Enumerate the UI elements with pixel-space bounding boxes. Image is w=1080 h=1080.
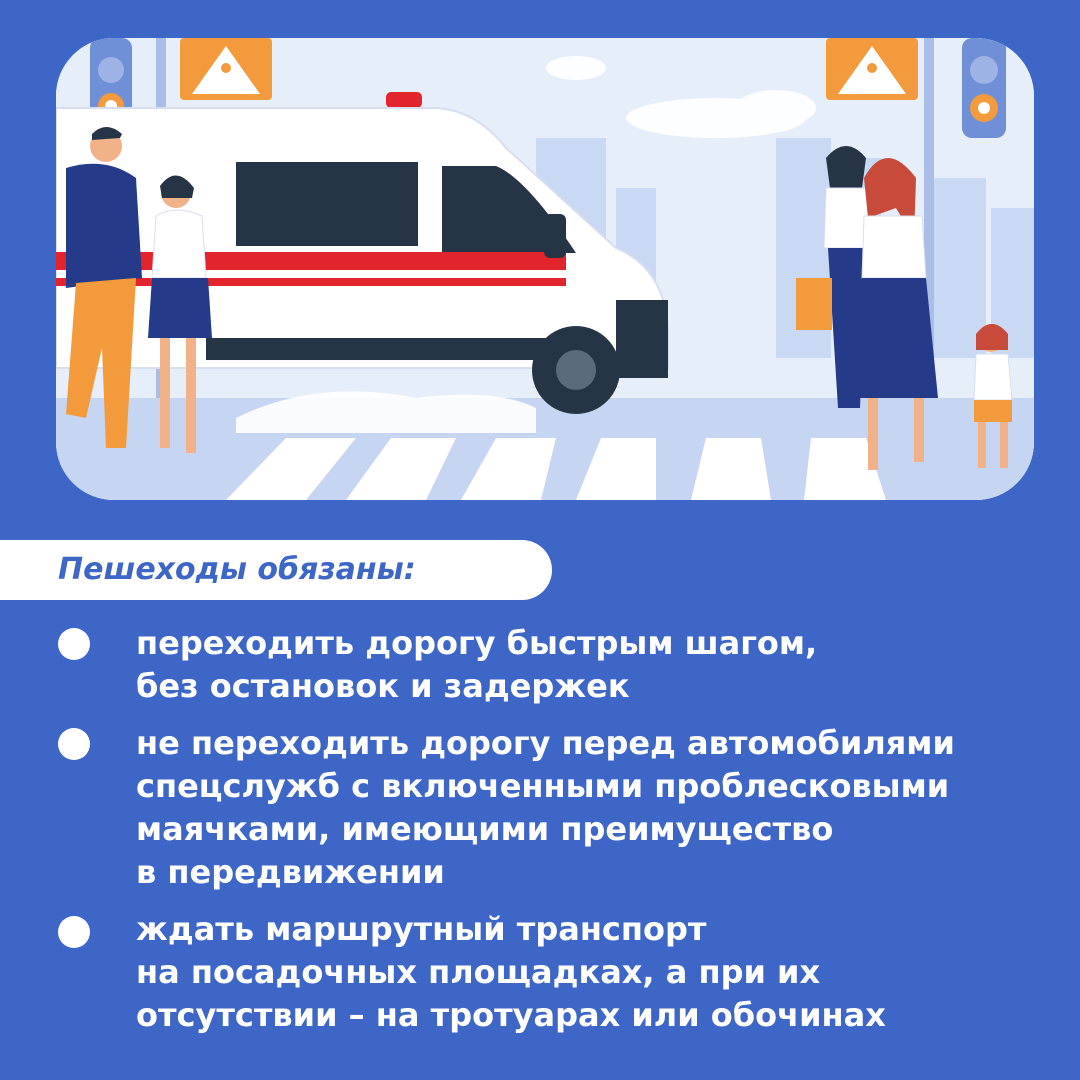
ambulance-crossing-illustration [56,38,1034,500]
bullet-icon [58,728,90,760]
pedestrian-crossing-sign-icon [180,38,272,100]
traffic-light-icon [962,38,1006,138]
rule-text: не переходить дорогу перед автомобилями спецслужб с включенными проблесковыми маячками, имеющими преимущество в передвижении [136,724,955,891]
rule-text: переходить дорогу быстрым шагом, без остановок и задержек [136,624,818,705]
bullet-icon [58,916,90,948]
rule-text: ждать маршрутный транспорт на посадочных площадках, а при их отсутствии – на тротуарах или обочинах [136,910,886,1034]
bullet-icon [58,628,90,660]
heading-title: Пешеходы обязаны: [58,552,416,587]
heading-pill [0,540,552,600]
